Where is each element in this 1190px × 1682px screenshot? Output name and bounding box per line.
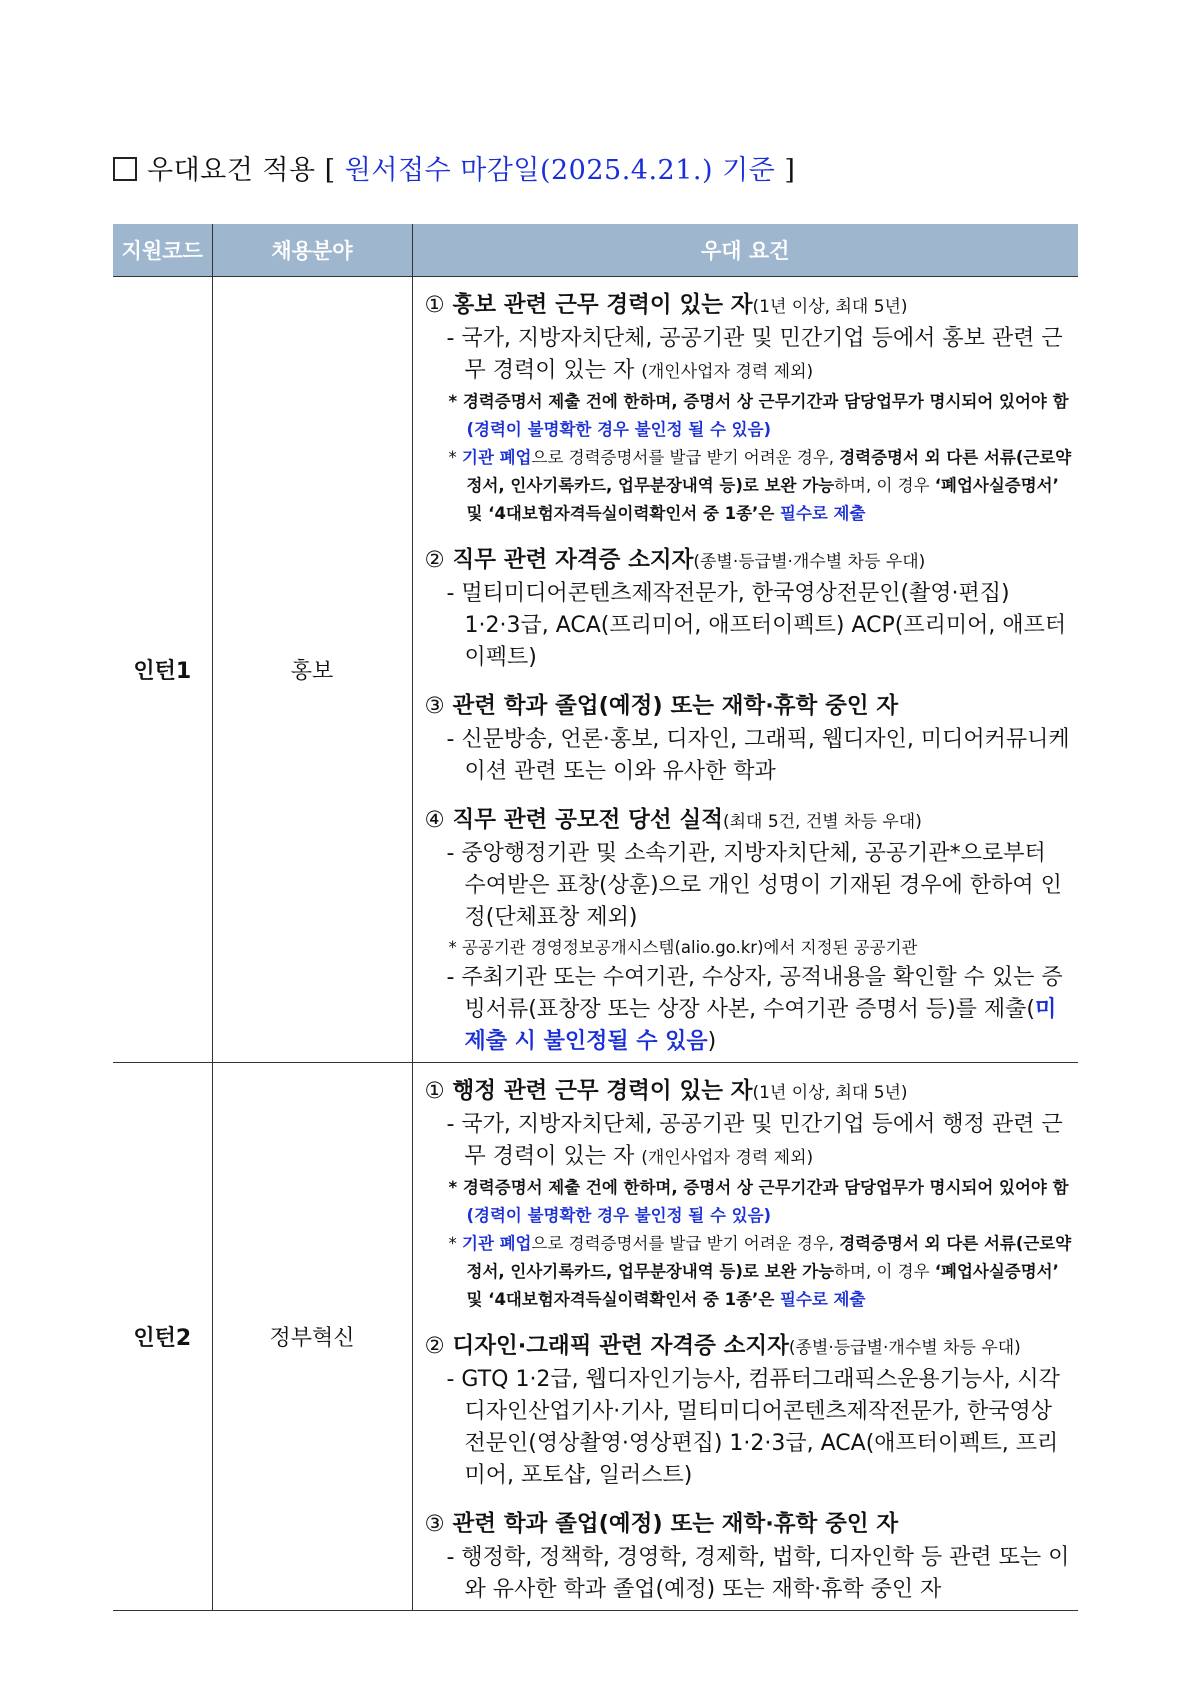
text-fragment: * xyxy=(448,448,462,467)
text-fragment: 경력증명서 외 다른 서류(근로약정서, 인사기록카드, 업무분장내역 등)로 보완 가능 xyxy=(466,1234,1072,1281)
text-fragment: 필수로 제출 xyxy=(780,1290,866,1309)
row-code: 인턴2 xyxy=(113,1063,212,1611)
requirement-number: ③ xyxy=(424,1511,445,1537)
requirement-heading xyxy=(425,544,1073,578)
text-fragment: 기관 폐업 xyxy=(462,1234,532,1253)
requirement-note xyxy=(425,1174,1073,1230)
requirement-detail xyxy=(425,578,1073,674)
text-fragment: - 국가, 지방자치단체, 공공기관 및 민간기업 등에서 행정 관련 근무 경력이 있는 자 xyxy=(446,1112,1063,1169)
title-suffix: ] xyxy=(784,155,796,186)
requirement-title-note: (최대 5건, 건별 차등 우대) xyxy=(722,812,922,832)
requirement-title-note: (종별·등급별·개수별 차등 우대) xyxy=(788,1338,1021,1358)
text-fragment: * 경력증명서 제출 건에 한하며, 증명서 상 근무기간과 담당업무가 명시되어 있어야 함 xyxy=(448,392,1069,411)
requirement-note xyxy=(425,444,1073,528)
text-fragment: - 국가, 지방자치단체, 공공기관 및 민간기업 등에서 홍보 관련 근무 경력이 있는 자 xyxy=(446,326,1063,383)
text-fragment: * 공공기관 경영정보공개시스템(alio.go.kr)에서 지정된 공공기관 xyxy=(448,938,918,957)
requirement-title-note: (1년 이상, 최대 5년) xyxy=(752,297,908,317)
text-fragment: 기관 폐업 xyxy=(462,448,532,467)
requirement-note xyxy=(425,388,1073,444)
requirement-title-note: (1년 이상, 최대 5년) xyxy=(752,1083,908,1103)
text-fragment: - 행정학, 정책학, 경영학, 경제학, 법학, 디자인학 등 관련 또는 이와 유사한 학과 졸업(예정) 또는 재학·휴학 중인 자 xyxy=(446,1545,1070,1602)
requirement-number: ② xyxy=(424,547,445,573)
text-fragment: - 중앙행정기관 및 소속기관, 지방자치단체, 공공기관*으로부터 수여받은 표창(상훈)으로 개인 성명이 기재된 경우에 한하여 인정(단체표창 제외) xyxy=(446,841,1062,930)
text-fragment: ‘폐업사실증명서’ 및 ‘4대보험자격득실이력확인서 중 1종’은 xyxy=(466,1262,1059,1309)
text-fragment: 하며, 이 경우 xyxy=(834,1262,935,1281)
row-field: 정부혁신 xyxy=(212,1063,412,1611)
text-fragment: (개인사업자 경력 제외) xyxy=(641,362,814,382)
header-field: 채용분야 xyxy=(212,224,412,277)
text-fragment: (개인사업자 경력 제외) xyxy=(641,1148,814,1168)
requirement-heading xyxy=(425,804,1073,838)
requirement-note xyxy=(425,1230,1073,1314)
text-fragment: 필수로 제출 xyxy=(780,504,866,523)
text-fragment: - 신문방송, 언론·홍보, 디자인, 그래픽, 웹디자인, 미디어커뮤니케이션 관련 또는 이와 유사한 학과 xyxy=(446,727,1070,784)
text-fragment: 으로 경력증명서를 발급 받기 어려운 경우, xyxy=(531,448,840,467)
text-fragment: * xyxy=(448,1234,462,1253)
requirement-detail xyxy=(425,1364,1073,1492)
checkbox-icon xyxy=(113,157,137,181)
text-fragment: - 멀티미디어콘텐츠제작전문가, 한국영상전문인(촬영·편집) 1·2·3급, ACA(프리미어, 애프터이펙트) ACP(프리미어, 애프터이펙트) xyxy=(446,581,1067,670)
requirement-title: 관련 학과 졸업(예정) 또는 재학·휴학 중인 자 xyxy=(452,693,899,719)
requirement-detail xyxy=(425,962,1073,1058)
requirement-title-note: (종별·등급별·개수별 차등 우대) xyxy=(693,552,926,572)
requirement-title: 직무 관련 자격증 소지자 xyxy=(452,547,694,573)
table-header-row xyxy=(113,224,1078,277)
text-fragment: (경력이 불명확한 경우 불인정 될 수 있음) xyxy=(466,1206,772,1225)
requirement-title: 디자인·그래픽 관련 자격증 소지자 xyxy=(452,1333,789,1359)
requirement-title: 직무 관련 공모전 당선 실적 xyxy=(452,807,723,833)
requirement-number: ② xyxy=(424,1333,445,1359)
requirement-title: 홍보 관련 근무 경력이 있는 자 xyxy=(452,292,753,318)
requirement-detail xyxy=(425,1109,1073,1174)
requirement-heading xyxy=(425,1075,1073,1109)
requirement-title: 행정 관련 근무 경력이 있는 자 xyxy=(452,1078,753,1104)
requirements-list xyxy=(413,1063,1079,1610)
requirement-note xyxy=(425,934,1073,962)
preference-table xyxy=(113,224,1078,1611)
title-highlight: 원서접수 마감일(2025.4.21.) 기준 xyxy=(344,155,776,186)
requirement-detail xyxy=(425,323,1073,388)
text-fragment: (경력이 불명확한 경우 불인정 될 수 있음) xyxy=(466,420,772,439)
text-fragment: - 주최기관 또는 수여기관, 수상자, 공적내용을 확인할 수 있는 증빙서류(표창장 또는 상장 사본, 수여기관 증명서 등)를 제출( xyxy=(446,965,1063,1022)
text-fragment: * 경력증명서 제출 건에 한하며, 증명서 상 근무기간과 담당업무가 명시되어 있어야 함 xyxy=(448,1178,1069,1197)
header-code: 지원코드 xyxy=(113,224,212,277)
requirement-detail xyxy=(425,1542,1073,1606)
row-requirements xyxy=(412,1063,1078,1611)
requirement-detail xyxy=(425,724,1073,788)
text-fragment: 경력증명서 외 다른 서류(근로약정서, 인사기록카드, 업무분장내역 등)로 보완 가능 xyxy=(466,448,1072,495)
row-code: 인턴1 xyxy=(113,277,212,1063)
text-fragment: 미제출 시 불인정될 수 있음 xyxy=(464,997,1057,1054)
title-prefix: 우대요건 적용 [ xyxy=(147,155,336,186)
row-requirements xyxy=(412,277,1078,1063)
table-row xyxy=(113,277,1078,1063)
requirement-heading xyxy=(425,289,1073,323)
page-title xyxy=(113,148,795,187)
text-fragment: - GTQ 1·2급, 웹디자인기능사, 컴퓨터그래픽스운용기능사, 시각디자인산업기사·기사, 멀티미디어콘텐츠제작전문가, 한국영상전문인(영상촬영·영상편집) 1·2·3급, ACA(애프터이펙트, 프리미어, 포토샵, 일러스트) xyxy=(446,1367,1060,1488)
requirement-heading xyxy=(425,1330,1073,1364)
requirement-number: ④ xyxy=(424,807,445,833)
requirement-number: ③ xyxy=(424,693,445,719)
text-fragment: 으로 경력증명서를 발급 받기 어려운 경우, xyxy=(531,1234,840,1253)
text-fragment: ) xyxy=(707,1029,717,1054)
requirement-heading xyxy=(425,1508,1073,1542)
text-fragment: 하며, 이 경우 xyxy=(834,476,935,495)
header-requirements: 우대 요건 xyxy=(412,224,1078,277)
requirement-title: 관련 학과 졸업(예정) 또는 재학·휴학 중인 자 xyxy=(452,1511,899,1537)
requirements-list xyxy=(413,277,1079,1062)
requirement-number: ① xyxy=(424,292,445,318)
requirement-detail xyxy=(425,838,1073,934)
requirement-heading xyxy=(425,690,1073,724)
text-fragment: ‘폐업사실증명서’ 및 ‘4대보험자격득실이력확인서 중 1종’은 xyxy=(466,476,1059,523)
table-row xyxy=(113,1063,1078,1611)
requirement-number: ① xyxy=(424,1078,445,1104)
row-field: 홍보 xyxy=(212,277,412,1063)
